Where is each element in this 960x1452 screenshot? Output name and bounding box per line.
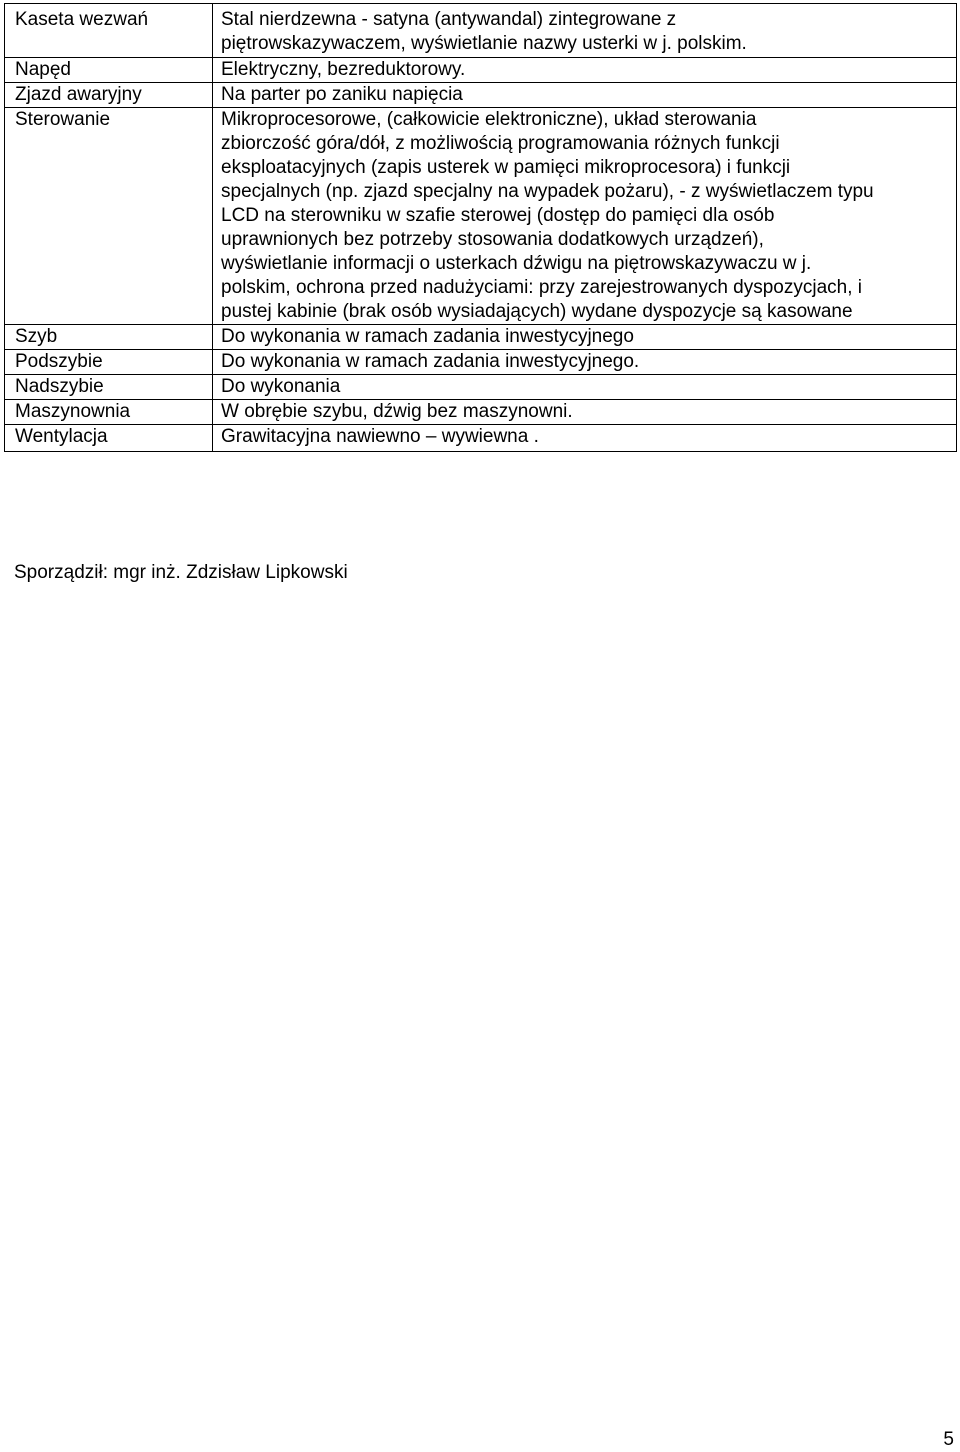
spec-value xyxy=(213,108,957,325)
spec-label: Zjazd awaryjny xyxy=(5,83,213,108)
specification-table xyxy=(4,3,957,452)
spec-label: Wentylacja xyxy=(5,425,213,452)
spec-row-pit xyxy=(5,350,957,375)
spec-label: Kaseta wezwań xyxy=(5,4,213,58)
spec-value-line: zbiorczość góra/dół, z możliwością programowania różnych funkcji xyxy=(221,133,780,154)
spec-value xyxy=(213,325,957,350)
spec-value-line: eksploatacyjnych (zapis usterek w pamięci mikroprocesora) i funkcji xyxy=(221,157,791,178)
spec-row-shaft xyxy=(5,325,957,350)
spec-row-machine-room xyxy=(5,400,957,425)
spec-value-line: Mikroprocesorowe, (całkowicie elektroniczne), układ sterowania xyxy=(221,109,757,130)
spec-value-line: Do wykonania w ramach zadania inwestycyjnego xyxy=(221,326,634,347)
spec-value-line: Na parter po zaniku napięcia xyxy=(221,84,463,105)
spec-value-line: wyświetlanie informacji o usterkach dźwigu na piętrowskazywaczu w j. xyxy=(221,253,812,274)
spec-label: Napęd xyxy=(5,58,213,83)
spec-value-line: W obrębie szybu, dźwig bez maszynowni. xyxy=(221,401,573,422)
author-signature-line: Sporządził: mgr inż. Zdzisław Lipkowski xyxy=(14,562,348,583)
spec-row-emergency-descent xyxy=(5,83,957,108)
spec-value-line: Stal nierdzewna - satyna (antywandal) zintegrowane z xyxy=(221,9,677,30)
spec-value xyxy=(213,375,957,400)
spec-value-line: Elektryczny, bezreduktorowy. xyxy=(221,59,466,80)
spec-value-line: LCD na sterowniku w szafie sterowej (dostęp do pamięci dla osób xyxy=(221,205,775,226)
spec-value xyxy=(213,58,957,83)
spec-value-line: piętrowskazywaczem, wyświetlanie nazwy usterki w j. polskim. xyxy=(221,33,747,54)
spec-value xyxy=(213,425,957,452)
spec-value-line: pustej kabinie (brak osób wysiadających) wydane dyspozycje są kasowane xyxy=(221,301,853,322)
spec-label: Szyb xyxy=(5,325,213,350)
spec-value xyxy=(213,83,957,108)
spec-value-line: Grawitacyjna nawiewno – wywiewna . xyxy=(221,426,539,447)
spec-value-line: Do wykonania w ramach zadania inwestycyjnego. xyxy=(221,351,640,372)
spec-label: Maszynownia xyxy=(5,400,213,425)
spec-value xyxy=(213,4,957,58)
spec-label: Podszybie xyxy=(5,350,213,375)
spec-value xyxy=(213,350,957,375)
spec-label: Nadszybie xyxy=(5,375,213,400)
spec-value-line: polskim, ochrona przed nadużyciami: przy zarejestrowanych dyspozycjach, i xyxy=(221,277,862,298)
spec-value-line: specjalnych (np. zjazd specjalny na wypadek pożaru), - z wyświetlaczem typu xyxy=(221,181,874,202)
spec-row-ventilation xyxy=(5,425,957,452)
spec-row-control xyxy=(5,108,957,325)
page-number: 5 xyxy=(943,1429,954,1450)
spec-row-call-panel xyxy=(5,4,957,58)
spec-value-line: uprawnionych bez potrzeby stosowania dodatkowych urządzeń), xyxy=(221,229,764,250)
spec-row-headroom xyxy=(5,375,957,400)
spec-label: Sterowanie xyxy=(5,108,213,325)
spec-value-line: Do wykonania xyxy=(221,376,341,397)
spec-value xyxy=(213,400,957,425)
spec-row-drive xyxy=(5,58,957,83)
